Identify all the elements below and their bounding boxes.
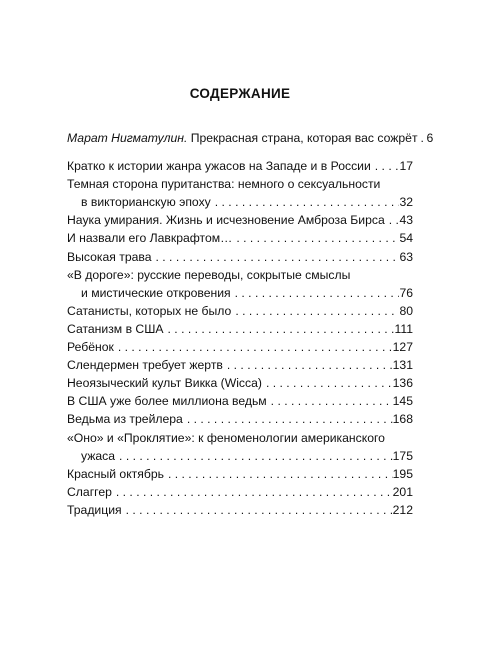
toc-entry[interactable] xyxy=(67,374,413,392)
toc-entry-title: В США уже более миллиона ведьм xyxy=(67,394,267,409)
toc-page-number: 76 xyxy=(399,285,413,300)
toc-entry[interactable] xyxy=(67,157,413,175)
toc-entry-line xyxy=(67,356,413,374)
toc-entry[interactable] xyxy=(67,248,413,266)
toc-entry-title: Темная сторона пуританства: немного о сексуальности xyxy=(67,177,381,192)
dot-leader xyxy=(211,193,400,211)
toc-entry[interactable] xyxy=(67,266,413,302)
dot-leader xyxy=(262,374,393,392)
toc-page-number: 54 xyxy=(399,231,413,246)
toc-entry-title: Ребёнок xyxy=(67,340,114,355)
toc-entry-line xyxy=(67,429,413,447)
toc-entry-title: Сатанисты, которых не было xyxy=(67,303,232,318)
toc-entry-title: «Оно» и «Проклятие»: к феноменологии американского xyxy=(67,430,385,445)
dot-leader xyxy=(122,501,393,519)
dot-leader xyxy=(223,356,393,374)
toc-page-number: 111 xyxy=(394,321,413,336)
toc-entry-title: Наука умирания. Жизнь и исчезновение Амброза Бирса xyxy=(67,213,385,228)
toc-entry-line xyxy=(67,501,413,519)
toc-entry-title: ужаса xyxy=(81,448,116,463)
toc-page-number: 32 xyxy=(399,195,413,210)
toc-entry-line xyxy=(67,392,413,410)
toc-entry-line xyxy=(67,284,413,302)
toc-entry[interactable] xyxy=(67,211,413,229)
toc-entry-line xyxy=(67,157,413,175)
toc-entry[interactable] xyxy=(67,320,413,338)
toc-entry-line xyxy=(67,129,434,147)
toc-entry[interactable] xyxy=(67,392,413,410)
toc-page-number: 127 xyxy=(392,340,413,355)
toc-entry-title: И назвали его Лавкрафтом… xyxy=(67,231,233,246)
toc-entry-title xyxy=(67,129,418,147)
toc-entry-title: Неоязыческий культ Викка (Wicca) xyxy=(67,376,262,391)
toc-entry[interactable] xyxy=(67,483,413,501)
toc-page-number: 63 xyxy=(399,249,413,264)
toc-entry-title: в викторианскую эпоху xyxy=(81,195,211,210)
toc-entry-line xyxy=(67,229,413,247)
toc-page-number: 17 xyxy=(399,159,413,174)
page-title: СОДЕРЖАНИЕ xyxy=(189,86,291,101)
toc-page-number: 6 xyxy=(426,131,434,145)
toc-entry-line xyxy=(67,193,413,211)
toc-entry[interactable] xyxy=(67,175,413,211)
toc-entry[interactable] xyxy=(67,229,413,247)
toc-page-number: 168 xyxy=(392,412,413,427)
dot-leader xyxy=(164,320,395,338)
toc-entry-line xyxy=(67,175,413,193)
dot-leader xyxy=(152,248,400,266)
toc-entry-title: Красный октябрь xyxy=(67,466,164,481)
toc-entry-line xyxy=(67,302,413,320)
toc-entry[interactable] xyxy=(67,429,413,465)
toc-page-number: 201 xyxy=(392,484,413,499)
dot-leader xyxy=(164,465,393,483)
dot-leader xyxy=(231,302,399,320)
dot-leader xyxy=(112,483,393,501)
toc-entry-line xyxy=(67,447,413,465)
toc-entry-intro[interactable] xyxy=(67,129,434,147)
toc-page-number: 136 xyxy=(392,376,413,391)
toc-entry-line xyxy=(67,465,413,483)
toc-entry-title: Сатанизм в США xyxy=(67,321,164,336)
toc-entry-title: Ведьма из трейлера xyxy=(67,412,183,427)
dot-leader xyxy=(371,157,400,175)
toc-entry-line xyxy=(67,248,413,266)
toc-entry-title: Слаггер xyxy=(67,484,112,499)
toc-entry-title: Высокая трава xyxy=(67,249,152,264)
toc-page-number: 131 xyxy=(392,358,413,373)
toc-entry-line xyxy=(67,483,413,501)
toc-entry-line xyxy=(67,320,413,338)
dot-leader xyxy=(267,392,393,410)
toc-entry-line xyxy=(67,338,413,356)
toc-entry-text: Прекрасная страна, которая вас сожрёт xyxy=(187,131,418,145)
toc-entry[interactable] xyxy=(67,356,413,374)
toc-entry[interactable] xyxy=(67,302,413,320)
toc-entry-title: Традиция xyxy=(67,502,122,517)
toc-entry-title: «В дороге»: русские переводы, сокрытые смыслы xyxy=(67,267,351,282)
toc-page-number: 80 xyxy=(399,303,413,318)
dot-leader xyxy=(231,284,400,302)
toc-entry-line xyxy=(67,211,413,229)
dot-leader xyxy=(114,338,393,356)
toc-list xyxy=(67,157,413,519)
toc-page-number: 175 xyxy=(392,448,413,463)
dot-leader xyxy=(385,211,400,229)
toc-entry-line xyxy=(67,266,413,284)
table-of-contents xyxy=(67,129,434,519)
toc-entry-author: Марат Нигматулин. xyxy=(67,131,188,145)
toc-entry[interactable] xyxy=(67,465,413,483)
dot-leader xyxy=(115,447,393,465)
toc-page-number: 43 xyxy=(399,213,413,228)
toc-entry-line xyxy=(67,374,413,392)
dot-leader xyxy=(232,229,399,247)
toc-page-number: 145 xyxy=(392,394,413,409)
toc-entry-line xyxy=(67,410,413,428)
dot-leader xyxy=(418,129,427,147)
dot-leader xyxy=(183,410,393,428)
toc-page-number: 195 xyxy=(392,466,413,481)
toc-entry[interactable] xyxy=(67,338,413,356)
toc-entry[interactable] xyxy=(67,410,413,428)
toc-entry-title: Слендермен требует жертв xyxy=(67,358,223,373)
toc-entry[interactable] xyxy=(67,501,413,519)
toc-entry-title: и мистические откровения xyxy=(81,285,231,300)
toc-entry-title: Кратко к истории жанра ужасов на Западе и в России xyxy=(67,159,371,174)
toc-page-number: 212 xyxy=(392,502,413,517)
